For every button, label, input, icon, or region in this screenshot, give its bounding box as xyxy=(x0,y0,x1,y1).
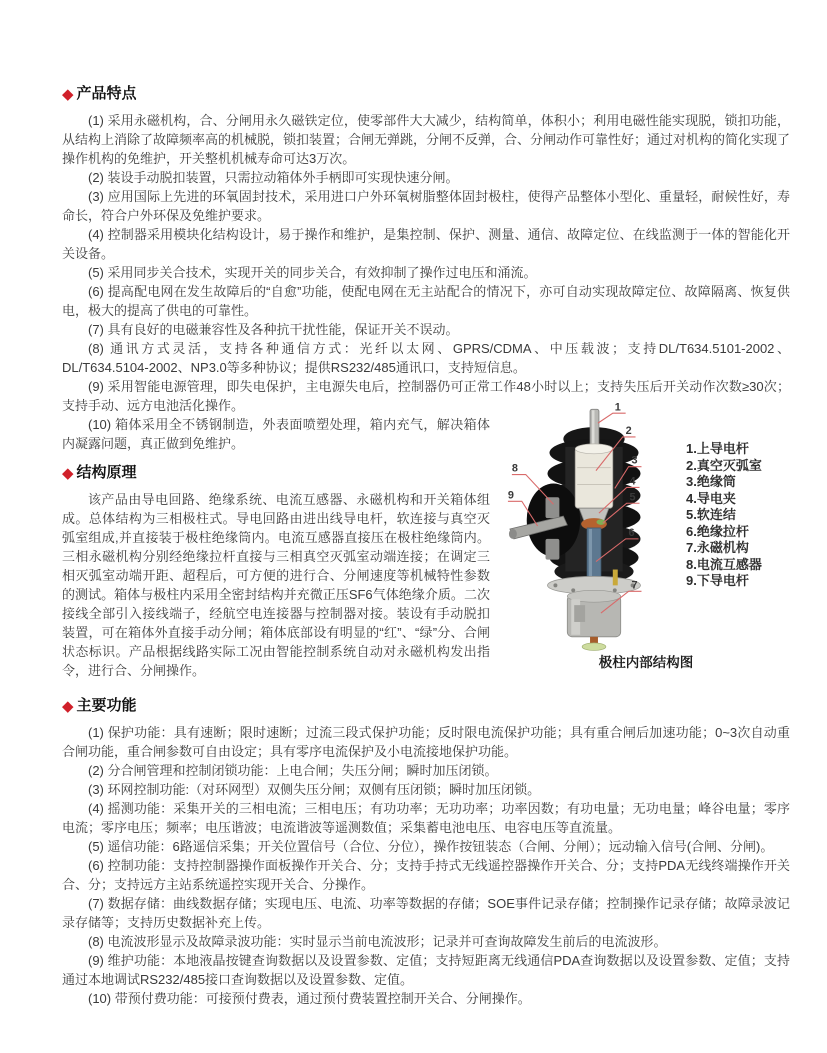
callout-number: 5 xyxy=(629,491,636,504)
callout-number: 8 xyxy=(511,462,518,475)
bottom-terminal xyxy=(582,637,606,651)
section-title-text: 主要功能 xyxy=(76,697,137,714)
callout-number: 9 xyxy=(507,489,514,502)
section-title-features xyxy=(62,84,790,104)
feature-item: (3) 应用国际上先进的环氧固封技术，采用进口户外环氧树脂整体固封极柱，使得产品整体小型化、重量轻，耐候性好，寿命长，符合户外环保及免维护要求。 xyxy=(62,189,790,223)
function-item: (2) 分合闸管理和控制闭锁功能：上电合闸；失压分闸；瞬时加压闭锁。 xyxy=(88,763,498,778)
legend-item: 5.软连结 xyxy=(686,507,736,522)
function-item: (9) 维护功能：本地液晶按键查询数据以及设置参数、定值；支持短距离无线通信PDA查询数据以及设置参数、定值；支持通过本地调试RS232/485接口查询数据以及设置参数、定值。 xyxy=(62,953,790,987)
function-item: (7) 数据存储：曲线数据存储；实现电压、电流、功率等数据的存储；SOE事件记录存储；控制操作记录存储；故障录波记录存储等；支持历史数据补充上传。 xyxy=(62,896,790,930)
feature-item: (9) 采用智能电源管理，即失电保护，主电源失电后，控制器仍可正常工作48小时以上；支持失压后开关动作次数≥30次；支持手动、远方电池活化操作。 xyxy=(62,379,790,413)
pole-column-diagram xyxy=(502,401,686,651)
figure-row xyxy=(502,401,790,651)
section-title-functions xyxy=(62,696,790,716)
figure-caption: 极柱内部结构图 xyxy=(598,655,694,670)
diamond-icon: ◆ xyxy=(62,697,74,715)
legend-item: 7.永磁机构 xyxy=(686,540,749,555)
section-title-structure xyxy=(62,463,490,483)
section-title-text: 产品特点 xyxy=(76,85,137,102)
feature-item: (5) 采用同步关合技术，实现开关的同步关合，有效抑制了操作过电压和涌流。 xyxy=(88,265,537,280)
feature-item: (8) 通讯方式灵活，支持各种通信方式：光纤以太网、GPRS/CDMA、中压载波；支持DL/T634.5101-2002、DL/T634.5104-2002、NP3.0等多种协议；提供RS232/485通讯口，支持短信息。 xyxy=(62,341,790,375)
function-item: (5) 遥信功能：6路遥信采集；开关位置信号（合位、分位），操作按钮装态（合闸、分闸）；远动输入信号(合闸、分闸)。 xyxy=(88,839,774,854)
callout-number: 1 xyxy=(614,401,621,414)
function-item: (4) 摇测功能：采集开关的三相电流；三相电压；有功功率；无功功率；功率因数；有功电量；无功电量；峰谷电量；零序电流；零序电压；频率；电压谐波；电流谐波等遥测数值；采集蓄电池电压、电容电压等直流量。 xyxy=(62,801,790,835)
legend-item: 9.下导电杆 xyxy=(686,573,749,588)
legend-item: 3.绝缘筒 xyxy=(686,474,736,489)
legend-item: 4.导电夹 xyxy=(686,490,736,506)
callout-number: 4 xyxy=(629,475,636,488)
figure-legend xyxy=(686,401,762,590)
legend-item: 2.真空灭弧室 xyxy=(686,457,762,473)
function-item: (1) 保护功能：具有速断；限时速断；过流三段式保护功能；反时限电流保护功能；具有重合闸后加速功能；0~3次自动重合闸功能，重合闸参数可自由设定；具有零序电流保护及小电流接地保护功能。 xyxy=(62,725,790,759)
callout-number: 6 xyxy=(628,526,635,539)
legend-item: 6.绝缘拉杆 xyxy=(686,523,749,539)
pole-column-figure xyxy=(502,401,790,671)
section-product-features xyxy=(62,84,790,415)
diamond-icon: ◆ xyxy=(62,464,74,482)
vacuum-interrupter xyxy=(575,444,613,508)
function-item: (3) 环网控制功能:（对环网型）双侧失压分闸；双侧有压闭锁；瞬时加压闭锁。 xyxy=(88,782,541,797)
feature-item: (10) 箱体采用全不锈钢制造，外表面喷塑处理，箱内充气，解决箱体内凝露问题，真正做到免维护。 xyxy=(62,417,490,451)
diamond-icon: ◆ xyxy=(62,85,74,103)
feature-item: (2) 装设手动脱扣装置，只需拉动箱体外手柄即可实现快速分闸。 xyxy=(88,170,459,185)
feature-item: (4) 控制器采用模块化结构设计，易于操作和维护，是集控制、保护、测量、通信、故障定位、在线监测于一体的智能化开关设备。 xyxy=(62,227,790,261)
function-item: (10) 带预付费功能：可接预付费表，通过预付费装置控制开关合、分闸操作。 xyxy=(88,991,531,1006)
section-main-functions xyxy=(62,696,790,1008)
callout-number: 7 xyxy=(631,579,638,592)
legend-item: 8.电流互感器 xyxy=(686,556,762,572)
structure-paragraph: 该产品由导电回路、绝缘系统、电流互感器、永磁机构和开关箱体组成。总体结构为三相极柱式。导电回路由进出线导电杆，软连接与真空灭弧室组成,并直接装于极柱绝缘筒内。电流互感器直接压在极柱绝缘筒内。三相永磁机构分别经绝缘拉杆直接与三相真空灭弧室动端连接；在调定三相灭弧室动端开距、超程后，可方便的进行合、分闸速度等机械特性参数的测试。箱体与极柱内采用全密封结构并充微正压SF6气体绝缘介质。二次接线全部引入接线端子，经航空电连接器与控制器对接。装设有手动脱扣装置，可在箱体外直接手动分闸；箱体底部设有明显的“红”、“绿”分、合闸状态标识。产品根据线路实际工况由智能控制系统自动对永磁机构发出指令，进行合、分闸操作。 xyxy=(62,492,490,678)
legend-item: 1.上导电杆 xyxy=(686,441,749,456)
permanent-magnet-actuator xyxy=(567,590,620,636)
structure-block xyxy=(62,401,790,680)
callout-number: 2 xyxy=(625,425,632,437)
function-item: (8) 电流波形显示及故障录波功能：实时显示当前电流波形；记录并可查询故障发生前后的电流波形。 xyxy=(88,934,667,949)
feature-item: (7) 具有良好的电磁兼容性及各种抗干扰性能，保证开关不误动。 xyxy=(88,322,459,337)
callout-number: 3 xyxy=(631,454,638,467)
feature-item: (1) 采用永磁机构，合、分闸用永久磁铁定位，使零部件大大减少，结构简单，体积小；利用电磁性能实现脱，锁扣功能，从结构上消除了故障频率高的机械脱，锁扣装置；合闸无弹跳，分闸不反弹，合、分闸动作可靠性好；通过对机构的简化实现了操作机构的免维护，开关整机机械寿命可达3万次。 xyxy=(62,113,791,166)
feature-item: (6) 提高配电网在发生故障后的“自愈”功能，使配电网在无主站配合的情况下，亦可自动实现故障定位、故障隔离、恢复供电，极大的提高了供电的可靠性。 xyxy=(62,284,790,318)
section-title-text: 结构原理 xyxy=(76,464,137,481)
function-item: (6) 控制功能：支持控制器操作面板操作开关合、分；支持手持式无线遥控器操作开关合、分；支持PDA无线终端操作开关合、分；支持远方主站系统遥控实现开关合、分操作。 xyxy=(62,858,790,892)
